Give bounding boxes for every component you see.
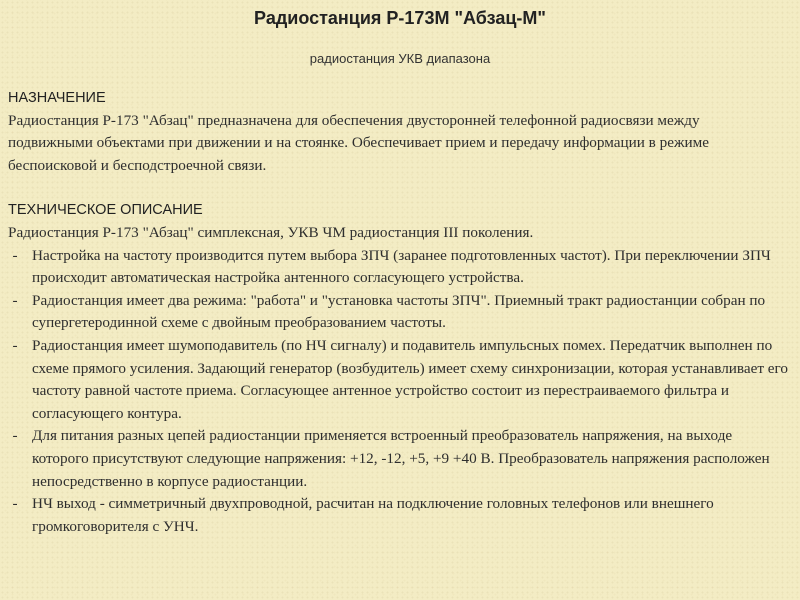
- technical-section: [8, 199, 788, 538]
- list-item: [8, 290, 788, 335]
- purpose-heading: НАЗНАЧЕНИЕ: [8, 90, 106, 106]
- bullet-mark: -: [12, 246, 18, 264]
- page-title: Радиостанция Р-173М "Абзац-М": [254, 8, 546, 28]
- page-subtitle: радиостанция УКВ диапазона: [309, 51, 491, 66]
- list-item: [8, 335, 788, 425]
- content: [8, 87, 788, 538]
- technical-intro: Радиостанция Р-173 "Абзац" симплексная, УКВ ЧМ радиостанция III поколения.: [8, 223, 534, 241]
- list-item-text: НЧ выход - симметричный двухпроводной, расчитан на подключение головных телефонов или внешнего громкоговорителя с УНЧ.: [32, 495, 714, 535]
- list-item-text: Настройка на частоту производится путем выбора ЗПЧ (заранее подготовленных частот). При переключении ЗПЧ происходит автоматическая настройка антенного согласующего устройства.: [32, 246, 771, 287]
- bullet-mark: -: [12, 336, 18, 354]
- bullet-mark: -: [12, 291, 18, 309]
- list-item-text: Радиостанция имеет шумоподавитель (по НЧ сигналу) и подавитель импульсных помех. Передатчик выполнен по схеме прямого усиления. Задающий генератор (возбудитель) имеет схему синхронизации, которая устанавливает его частоту равной частоте приема. Согласующее антенное устройство состоит из перестраиваемого фильтра и согласующего контура.: [32, 336, 788, 422]
- purpose-text: Радиостанция Р-173 "Абзац" предназначена для обеспечения двусторонней телефонной радиосвязи между подвижными объектами при движении и на стоянке. Обеспечивает прием и передачу информации в режиме беспоисковой и бесподстроечной связи.: [8, 111, 709, 174]
- list-item-text: Для питания разных цепей радиостанции применяется встроенный преобразователь напряжения, на выходе которого присутствуют следующие напряжения: +12, -12, +5, +9 +40 В. Преобразователь напряжения расположен непосредственно в корпусе радиостанции.: [32, 427, 770, 490]
- list-item-text: Радиостанция имеет два режима: "работа" и "установка частоты ЗПЧ". Приемный тракт радиостанции собран по супергетеродинной схеме с двойным преобразованием частоты.: [32, 291, 766, 332]
- list-item: [8, 493, 788, 538]
- list-item: [8, 425, 788, 493]
- section-gap: [8, 177, 788, 199]
- bullet-mark: -: [12, 427, 18, 445]
- technical-list: [8, 245, 788, 539]
- technical-heading: ТЕХНИЧЕСКОЕ ОПИСАНИЕ: [8, 202, 203, 219]
- bullet-mark: -: [12, 495, 18, 513]
- purpose-section: [8, 87, 788, 177]
- list-item: [8, 245, 788, 290]
